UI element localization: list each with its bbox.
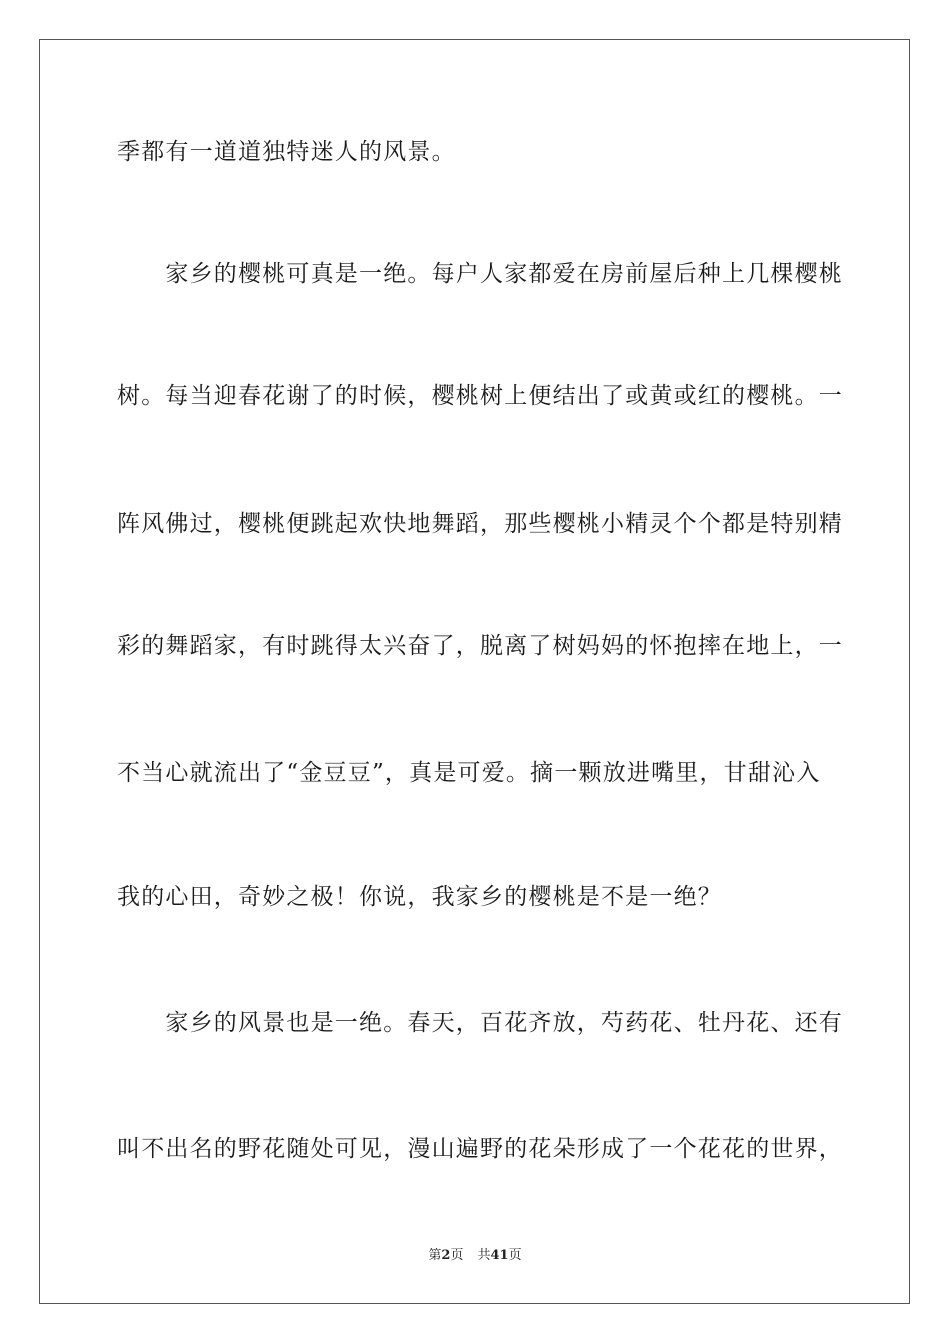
text-line: 彩的舞蹈家，有时跳得太兴奋了，脱离了树妈妈的怀抱摔在地上，一: [117, 633, 843, 659]
text-line: 我的心田，奇妙之极！你说，我家乡的樱桃是不是一绝？: [117, 884, 722, 910]
text-line: 家乡的风景也是一绝。春天，百花齐放，芍药花、牡丹花、还有: [117, 1010, 843, 1036]
page-footer: [0, 1247, 950, 1265]
text-line: 树。每当迎春花谢了的时候，樱桃树上便结出了或黄或红的樱桃。一: [117, 383, 843, 409]
text-line: 叫不出名的野花随处可见，漫山遍野的花朵形成了一个花花的世界，: [117, 1136, 843, 1162]
page-border: [39, 39, 910, 1304]
total-label-prefix: 共: [477, 1248, 491, 1263]
total-label-suffix: 页: [508, 1248, 522, 1263]
page-label-prefix: 第: [428, 1248, 442, 1263]
text-line: 家乡的樱桃可真是一绝。每户人家都爱在房前屋后种上几棵樱桃: [117, 261, 843, 287]
text-line: 季都有一道道独特迷人的风景。: [117, 139, 456, 165]
text-line: 不当心就流出了“金豆豆”，真是可爱。摘一颗放进嘴里，甘甜沁入: [117, 760, 821, 786]
page-label-suffix: 页: [450, 1248, 464, 1263]
text-line: 阵风佛过，樱桃便跳起欢快地舞蹈，那些樱桃小精灵个个都是特别精: [117, 511, 843, 537]
total-pages: 41: [490, 1248, 509, 1263]
page-number: 2: [441, 1248, 451, 1263]
